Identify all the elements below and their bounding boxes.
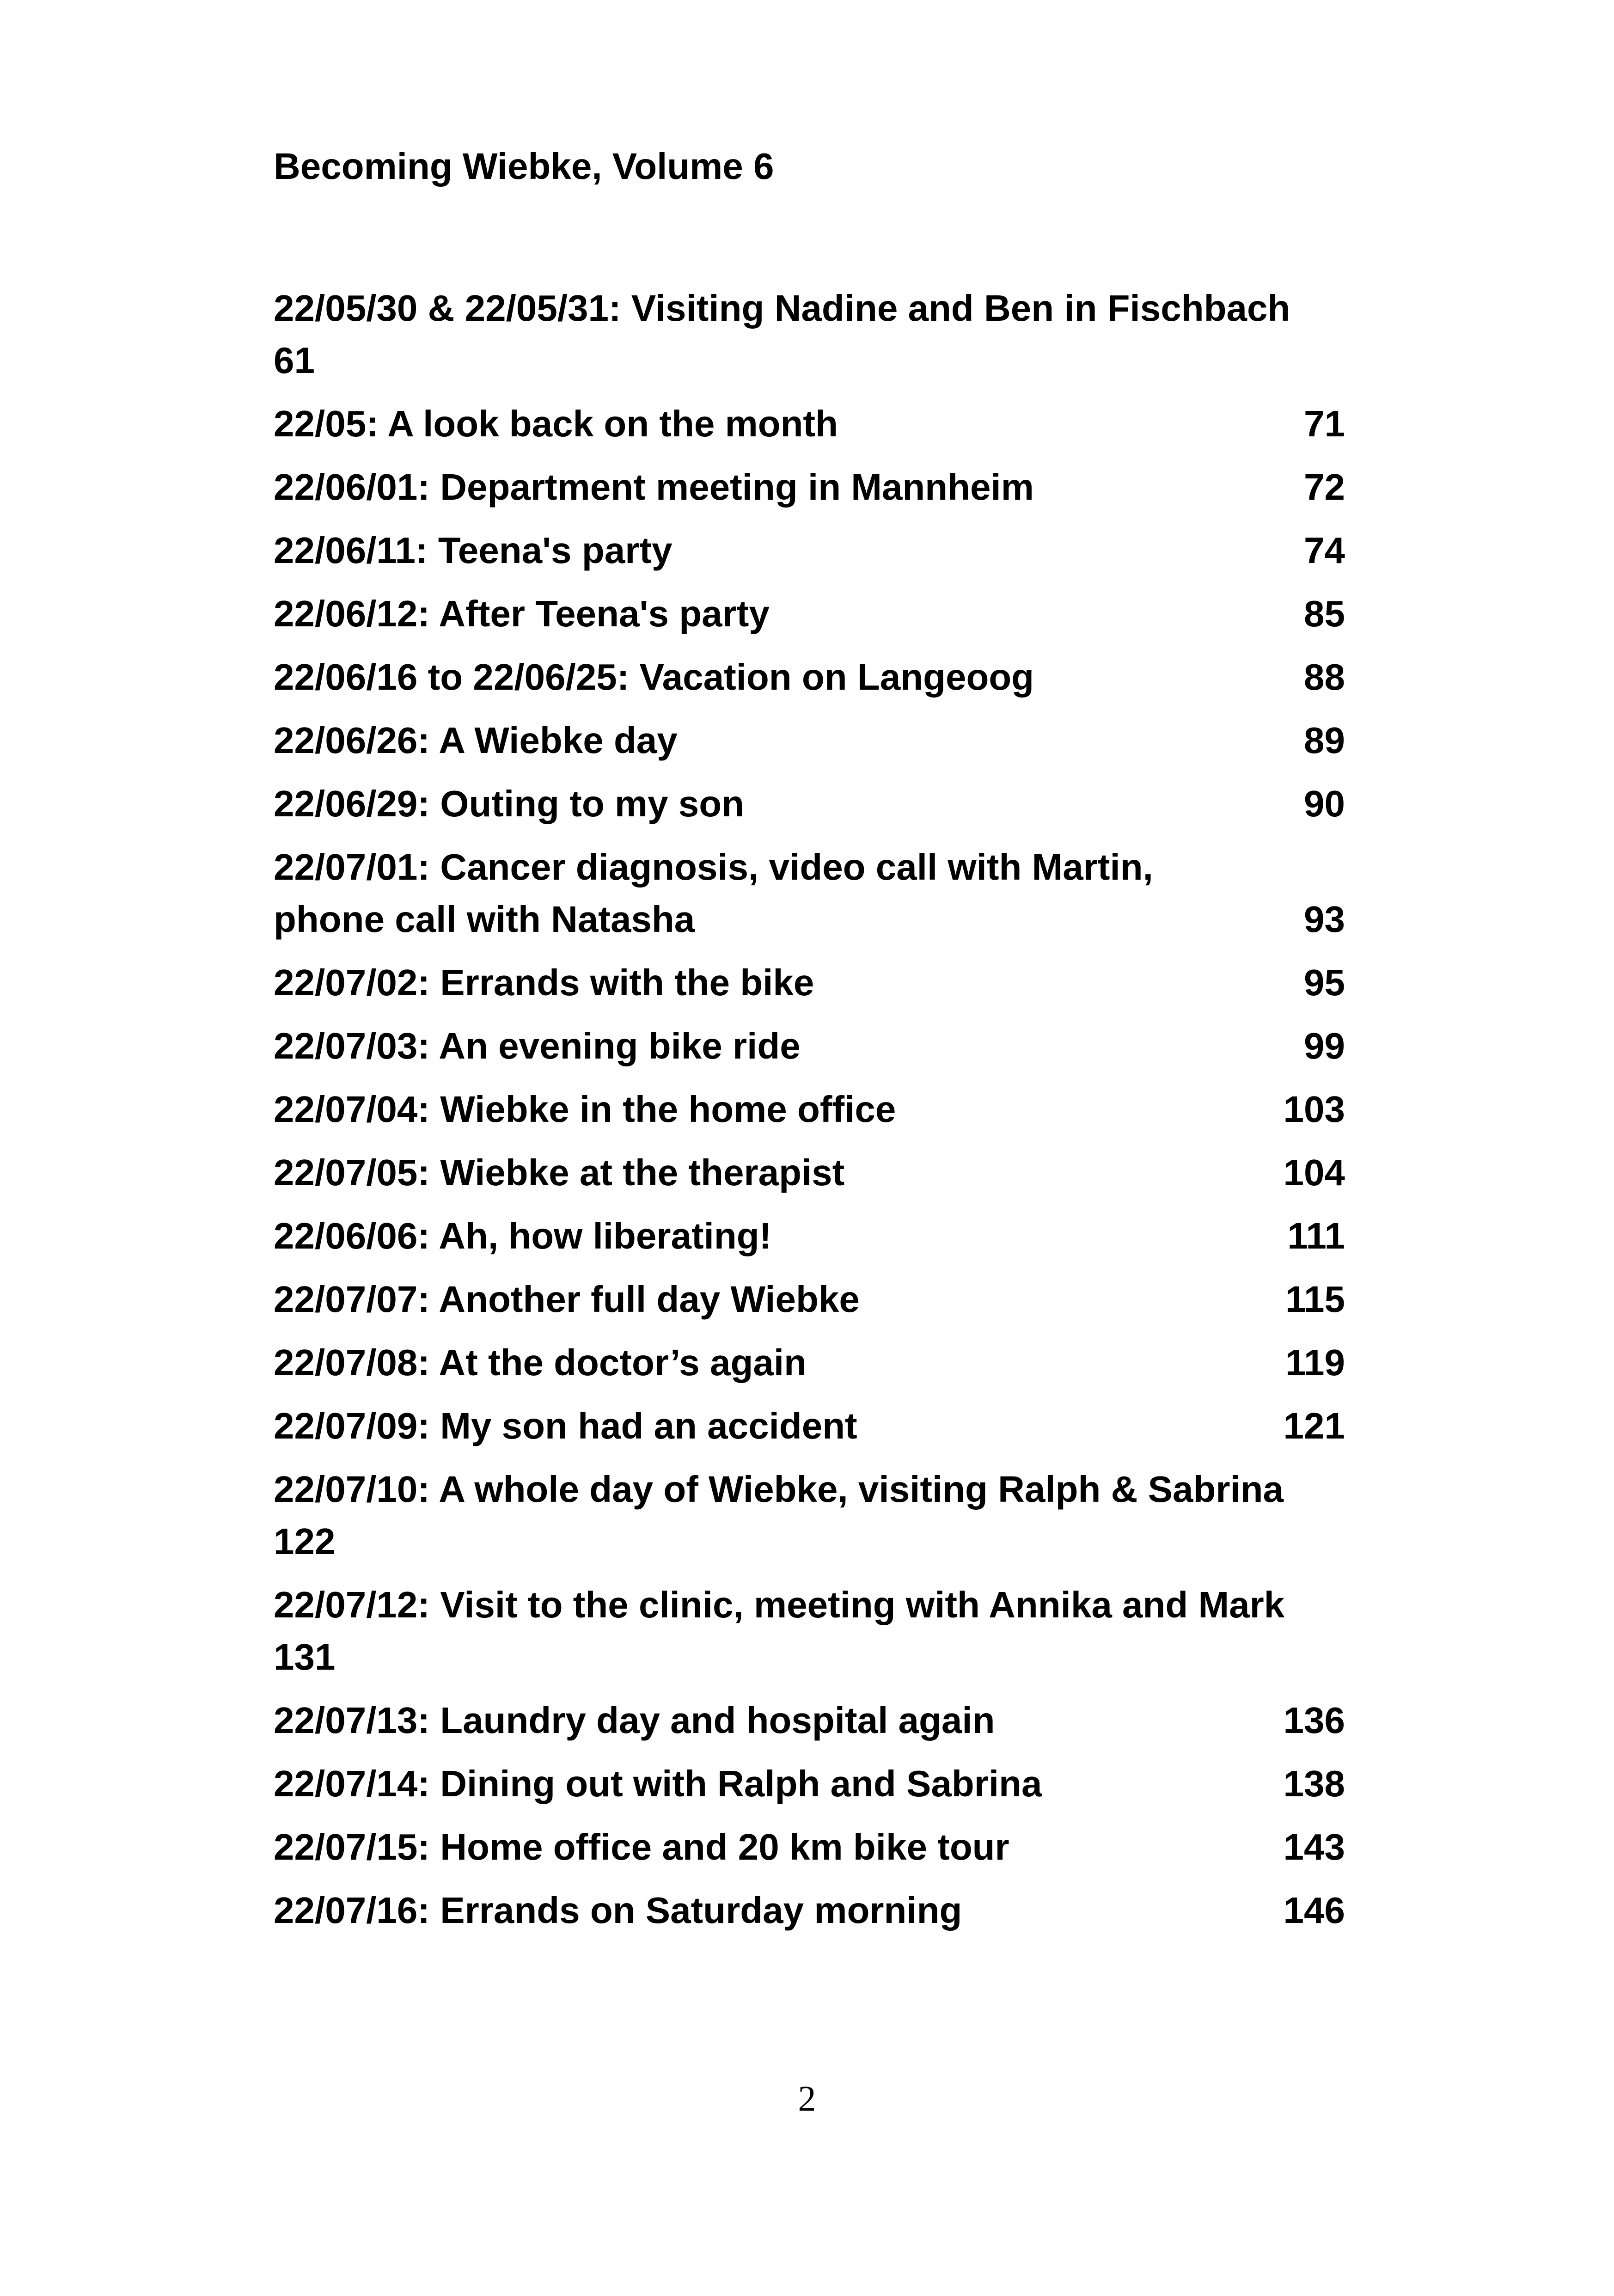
toc-entry-title: 22/06/26: A Wiebke day xyxy=(274,720,678,761)
toc-entry xyxy=(274,1336,1345,1389)
toc-entry-title: 22/06/11: Teena's party xyxy=(274,530,672,571)
toc-entry xyxy=(274,1463,1345,1567)
toc-entry-title: 22/06/29: Outing to my son xyxy=(274,783,745,824)
toc-entry-title: 22/06/16 to 22/06/25: Vacation on Langeoog xyxy=(274,656,1034,698)
page-content xyxy=(274,134,1345,1947)
toc-entry-page-number: 146 xyxy=(1283,1890,1345,1931)
toc-entry-title: 22/07/15: Home office and 20 km bike tour xyxy=(274,1826,1009,1867)
toc-entry-title: 22/07/01: Cancer diagnosis, video call with Martin, phone call with Natasha xyxy=(274,846,1153,940)
toc-entry xyxy=(274,841,1345,945)
toc-entry xyxy=(274,1210,1345,1262)
toc-entry-page-number: 99 xyxy=(1304,1025,1345,1066)
toc-entry-page-number: 138 xyxy=(1283,1763,1345,1804)
toc-entry-page-number: 136 xyxy=(1283,1700,1345,1741)
toc-entry-title: 22/07/05: Wiebke at the therapist xyxy=(274,1152,845,1193)
toc-entry xyxy=(274,524,1345,576)
toc-entry xyxy=(274,588,1345,640)
toc-entry-page-number: 88 xyxy=(1304,656,1345,698)
table-of-contents xyxy=(274,282,1345,1936)
toc-entry-page-number: 74 xyxy=(1304,530,1345,571)
toc-entry-title: 22/07/12: Visit to the clinic, meeting with Annika and Mark xyxy=(274,1584,1285,1625)
toc-entry xyxy=(274,1146,1345,1199)
toc-entry-page-number: 121 xyxy=(1283,1405,1345,1446)
toc-entry-page-number: 111 xyxy=(1287,1215,1345,1256)
toc-entry-page-number: 122 xyxy=(274,1521,336,1562)
toc-entry-title: 22/06/01: Department meeting in Mannheim xyxy=(274,466,1034,508)
toc-entry-title: 22/07/13: Laundry day and hospital again xyxy=(274,1700,995,1741)
toc-entry xyxy=(274,461,1345,513)
toc-entry xyxy=(274,1694,1345,1746)
toc-entry-title: 22/07/02: Errands with the bike xyxy=(274,962,814,1003)
toc-entry xyxy=(274,1579,1345,1683)
toc-entry-title: 22/07/14: Dining out with Ralph and Sabrina xyxy=(274,1763,1042,1804)
toc-entry-page-number: 93 xyxy=(1304,899,1345,940)
toc-entry xyxy=(274,1400,1345,1452)
toc-entry-title: 22/07/08: At the doctor’s again xyxy=(274,1342,807,1383)
toc-entry-title: 22/05/30 & 22/05/31: Visiting Nadine and Ben in Fischbach xyxy=(274,288,1290,329)
book-title: Becoming Wiebke, Volume 6 xyxy=(274,146,774,187)
toc-entry xyxy=(274,282,1345,386)
toc-entry xyxy=(274,398,1345,450)
toc-entry-page-number: 95 xyxy=(1304,962,1345,1003)
toc-entry-title: 22/05: A look back on the month xyxy=(274,403,838,444)
toc-entry-page-number: 85 xyxy=(1304,593,1345,634)
page-number: 2 xyxy=(798,2078,816,2118)
toc-entry xyxy=(274,1821,1345,1873)
toc-entry-page-number: 115 xyxy=(1285,1279,1345,1320)
toc-entry xyxy=(274,651,1345,703)
toc-entry-page-number: 71 xyxy=(1304,403,1345,444)
toc-entry-page-number: 90 xyxy=(1304,783,1345,824)
toc-entry-title: 22/07/03: An evening bike ride xyxy=(274,1025,801,1066)
toc-entry-page-number: 104 xyxy=(1283,1152,1345,1193)
toc-entry xyxy=(274,1083,1345,1135)
toc-entry xyxy=(274,1273,1345,1325)
toc-entry xyxy=(274,714,1345,766)
toc-entry-title: 22/07/10: A whole day of Wiebke, visiting Ralph & Sabrina xyxy=(274,1469,1284,1510)
toc-entry-page-number: 103 xyxy=(1283,1089,1345,1130)
toc-entry-title: 22/07/09: My son had an accident xyxy=(274,1405,857,1446)
toc-entry-page-number: 143 xyxy=(1283,1826,1345,1867)
toc-entry xyxy=(274,956,1345,1009)
toc-entry-page-number: 89 xyxy=(1304,720,1345,761)
toc-entry-page-number: 72 xyxy=(1304,466,1345,508)
toc-entry xyxy=(274,778,1345,830)
toc-entry-title: 22/06/06: Ah, how liberating! xyxy=(274,1215,772,1256)
toc-entry xyxy=(274,1757,1345,1810)
toc-entry-page-number: 61 xyxy=(274,340,315,381)
toc-entry-title: 22/06/12: After Teena's party xyxy=(274,593,770,634)
toc-entry xyxy=(274,1020,1345,1072)
toc-entry-title: 22/07/04: Wiebke in the home office xyxy=(274,1089,896,1130)
toc-entry xyxy=(274,1884,1345,1936)
toc-entry-page-number: 131 xyxy=(274,1636,336,1678)
toc-entry-title: 22/07/07: Another full day Wiebke xyxy=(274,1279,860,1320)
toc-entry-title: 22/07/16: Errands on Saturday morning xyxy=(274,1890,962,1931)
toc-entry-page-number: 119 xyxy=(1285,1342,1345,1383)
